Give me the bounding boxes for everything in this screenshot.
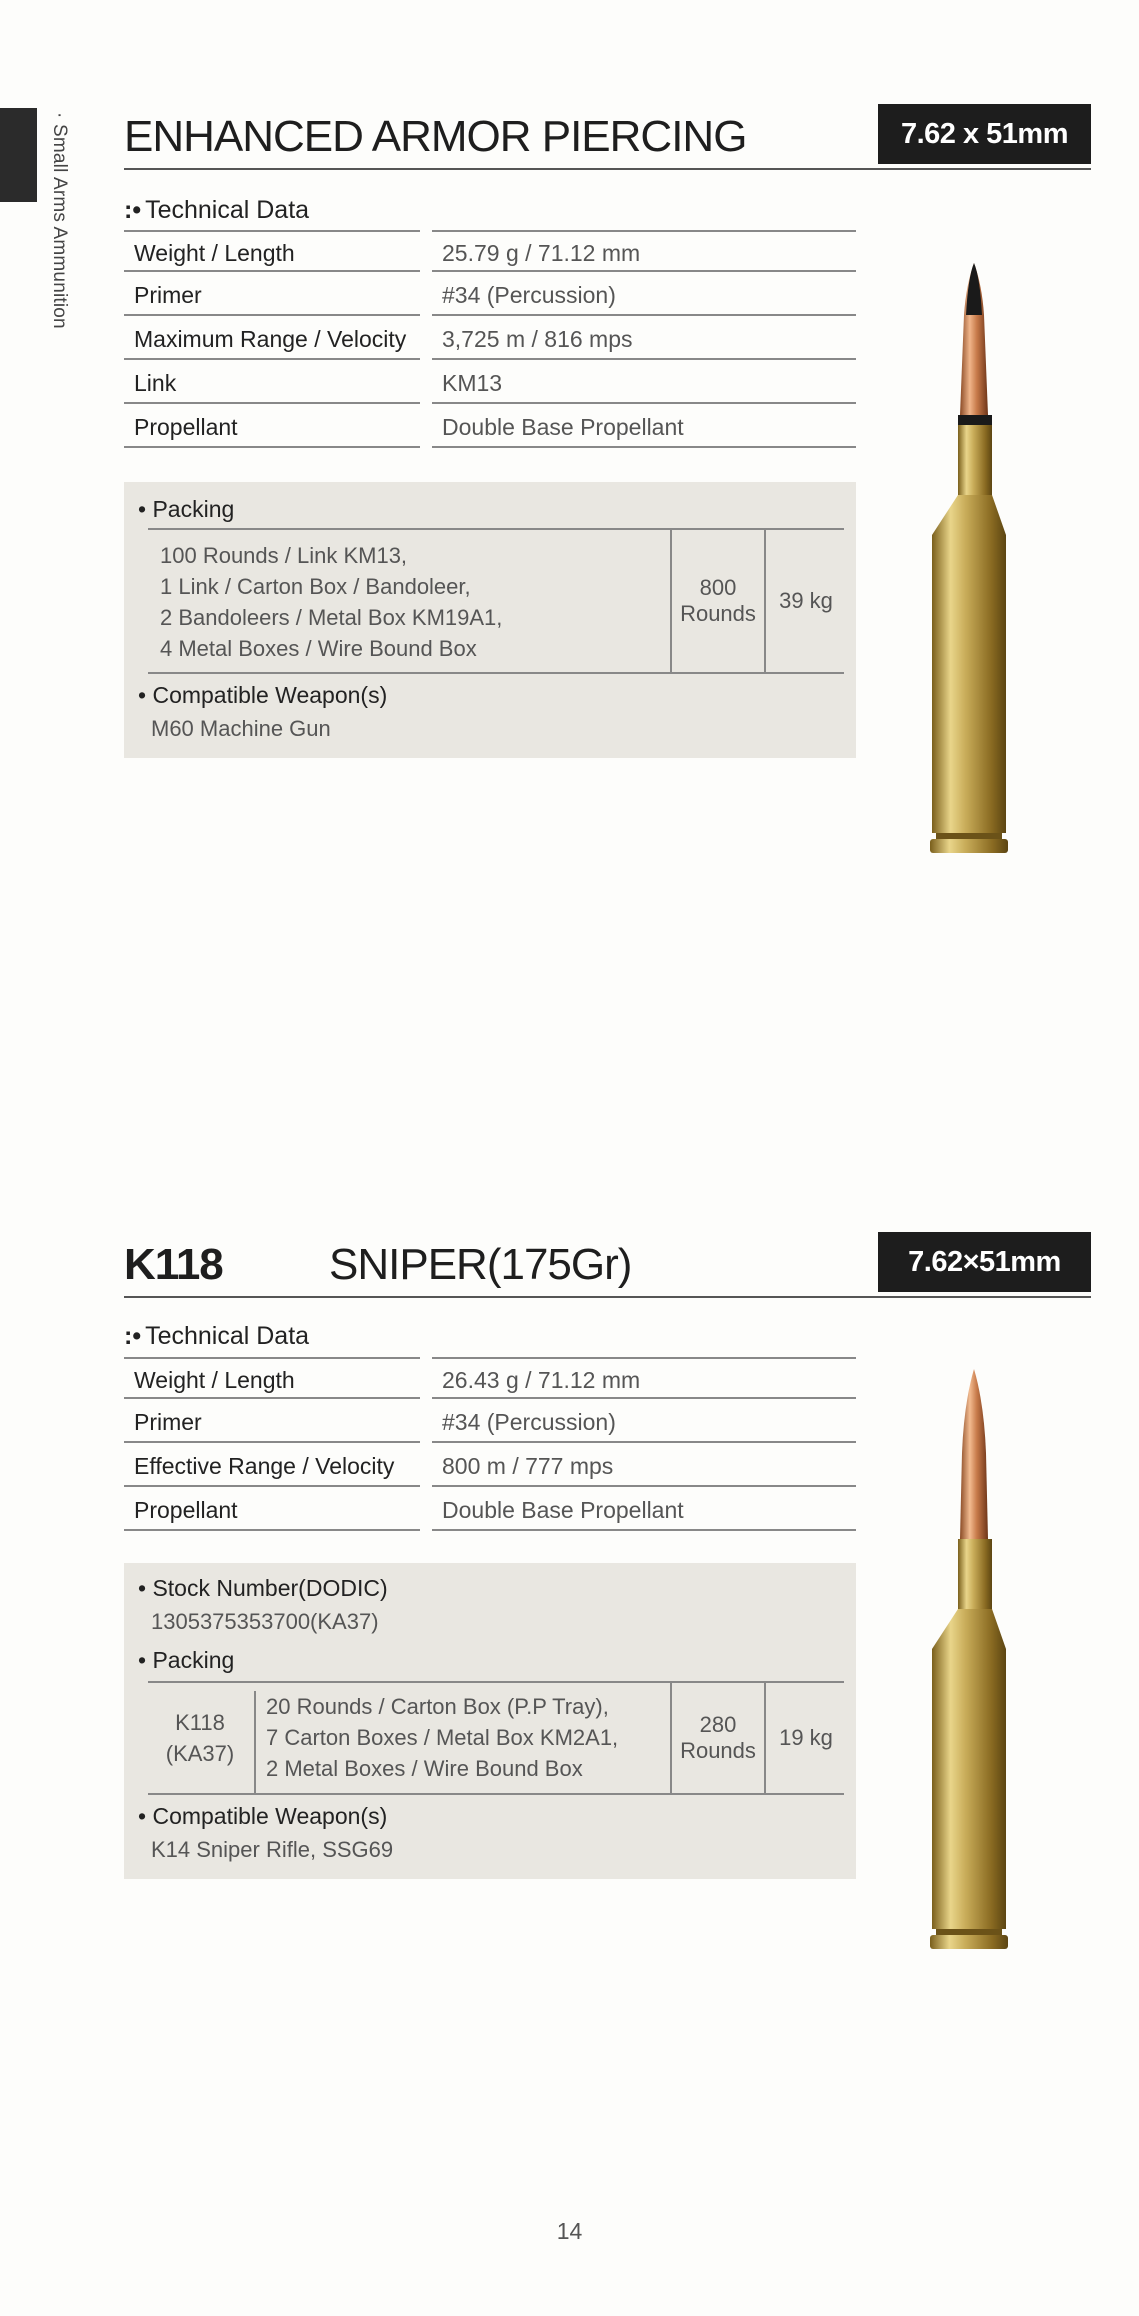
technical-data-heading: :• Technical Data <box>124 1322 310 1350</box>
packing-heading: • Packing <box>138 1647 235 1673</box>
dots-icon: :• <box>124 196 142 224</box>
product-title-row <box>124 106 1091 170</box>
stock-number-heading: • Stock Number(DODIC) <box>138 1575 388 1601</box>
product-title-row <box>124 1234 1091 1298</box>
compatible-weapons-value: M60 Machine Gun <box>151 716 331 741</box>
product-code: K118 <box>124 1240 223 1289</box>
packing-box <box>124 482 856 758</box>
packing-rounds: 800 Rounds <box>670 530 764 672</box>
spec-row: Propellant Double Base Propellant <box>124 1489 856 1533</box>
cartridge-image-ap <box>916 255 1036 865</box>
cartridge-image-sniper <box>916 1363 1036 1963</box>
compatible-weapons-heading: • Compatible Weapon(s) <box>138 1803 388 1829</box>
compatible-weapons-value: K14 Sniper Rifle, SSG69 <box>151 1837 394 1862</box>
packing-weight: 39 kg <box>764 530 846 672</box>
product-title <box>124 1240 632 1290</box>
page-number: 14 <box>556 2218 583 2244</box>
dots-icon: :• <box>124 1322 142 1350</box>
compatible-weapons-heading: • Compatible Weapon(s) <box>138 682 388 708</box>
packing-box <box>124 1563 856 1879</box>
section-tab-marker <box>0 108 37 202</box>
packing-table <box>148 528 844 674</box>
technical-data-heading: :• Technical Data <box>124 196 310 224</box>
packing-model: K118 (KA37) <box>165 1710 235 1766</box>
caliber-badge: 7.62 x 51mm <box>878 104 1091 164</box>
spec-row: Weight / Length 25.79 g / 71.12 mm <box>124 230 856 274</box>
packing-weight: 19 kg <box>764 1683 846 1793</box>
packing-description: 100 Rounds / Link KM13, 1 Link / Carton Box / Bandoleer, 2 Bandoleers / Metal Box KM19A1, 4 Metal Boxes / Wire Bound Box <box>160 543 503 661</box>
packing-heading: • Packing <box>138 496 235 522</box>
spec-row: Maximum Range / Velocity 3,725 m / 816 mps <box>124 318 856 362</box>
spec-row: Propellant Double Base Propellant <box>124 406 856 450</box>
packing-table <box>148 1681 844 1795</box>
product-title: ENHANCED ARMOR PIERCING <box>124 112 747 161</box>
spec-row: Link KM13 <box>124 362 856 406</box>
product-name: SNIPER(175Gr) <box>329 1240 632 1289</box>
side-section-label: · Small Arms Ammunition <box>49 112 70 329</box>
packing-description: 20 Rounds / Carton Box (P.P Tray), 7 Carton Boxes / Metal Box KM2A1, 2 Metal Boxes / Wire Bound Box <box>254 1691 652 1793</box>
spec-row: Weight / Length 26.43 g / 71.12 mm <box>124 1357 856 1401</box>
spec-row: Primer #34 (Percussion) <box>124 274 856 318</box>
packing-rounds: 280 Rounds <box>670 1683 764 1793</box>
stock-number-value: 1305375353700(KA37) <box>151 1609 379 1634</box>
spec-row: Primer #34 (Percussion) <box>124 1401 856 1445</box>
caliber-badge: 7.62×51mm <box>878 1232 1091 1292</box>
spec-row: Effective Range / Velocity 800 m / 777 mps <box>124 1445 856 1489</box>
